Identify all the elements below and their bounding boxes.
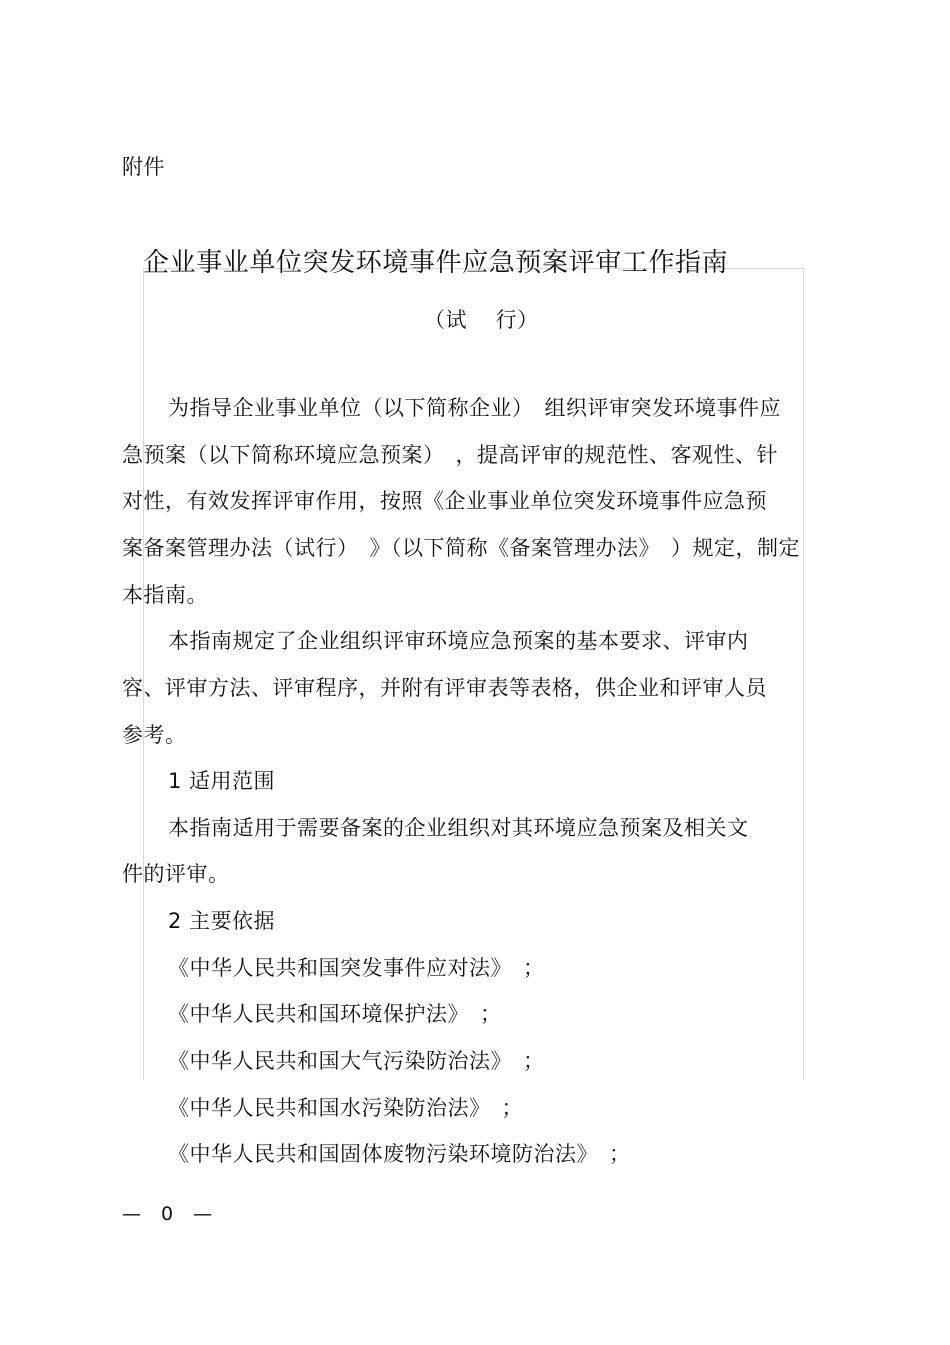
body-line: 急预案（以下简称环境应急预案） ，提高评审的规范性、客观性、针 (122, 443, 778, 467)
section-heading: 2 主要依据 (168, 909, 276, 933)
body-line: 案备案管理办法（试行） 》（以下简称《备案管理办法》 ）规定，制定 (122, 536, 800, 560)
page-number: — 0 — (122, 1203, 213, 1225)
body-line: 本指南规定了企业组织评审环境应急预案的基本要求、评审内 (168, 629, 749, 653)
frame-line-right (803, 268, 804, 1080)
document-subtitle: （试 行） (424, 308, 539, 332)
body-line: 容、评审方法、评审程序，并附有评审表等表格，供企业和评审人员 (122, 676, 767, 700)
body-line: 为指导企业事业单位（以下简称企业） 组织评审突发环境事件应 (168, 396, 781, 420)
law-list-item: 《中华人民共和国大气污染防治法》 ； (168, 1049, 545, 1073)
body-line: 件的评审。 (122, 862, 230, 886)
section-heading: 1 适用范围 (168, 769, 276, 793)
law-list-item: 《中华人民共和国固体废物污染环境防治法》 ； (168, 1142, 631, 1166)
body-line: 本指南。 (122, 583, 208, 607)
document-title: 企业事业单位突发环境事件应急预案评审工作指南 (143, 248, 729, 278)
attachment-label: 附件 (122, 155, 165, 179)
law-list-item: 《中华人民共和国水污染防治法》 ； (168, 1096, 523, 1120)
body-line: 参考。 (122, 723, 187, 747)
body-line: 本指南适用于需要备案的企业组织对其环境应急预案及相关文 (168, 816, 749, 840)
law-list-item: 《中华人民共和国环境保护法》 ； (168, 1002, 502, 1026)
body-line: 对性，有效发挥评审作用，按照《企业事业单位突发环境事件应急预 (122, 489, 767, 513)
law-list-item: 《中华人民共和国突发事件应对法》 ； (168, 956, 545, 980)
